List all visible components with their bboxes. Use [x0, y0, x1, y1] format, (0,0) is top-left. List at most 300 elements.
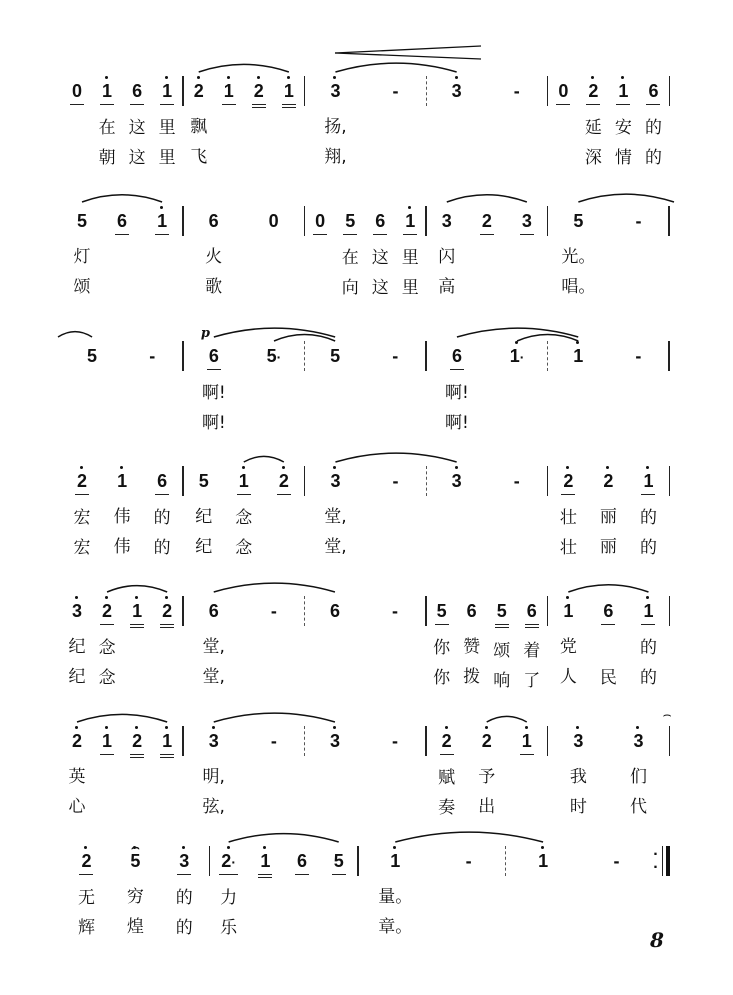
- note: [130, 598, 144, 628]
- dash-hold: [269, 728, 279, 754]
- lyric-verse-2: 翔,: [324, 147, 347, 167]
- note: [200, 326, 221, 370]
- dash-hold: [464, 848, 474, 874]
- octave-dot-high: [263, 846, 266, 849]
- dash-hold: [611, 848, 621, 874]
- note-digit: 6: [208, 601, 219, 621]
- dash-hold: [390, 598, 400, 624]
- octave-dot-high: [105, 726, 108, 729]
- lyric-verse-1: 着: [523, 641, 541, 661]
- note: [130, 78, 144, 105]
- note: [177, 848, 191, 875]
- slur: [214, 713, 335, 722]
- note: [403, 208, 417, 235]
- octave-dot-high: [75, 726, 78, 729]
- note-column: [93, 598, 121, 693]
- system-row: [62, 839, 670, 958]
- lyric-verse-1: 火: [205, 247, 223, 267]
- note: [388, 848, 402, 874]
- note-digit: 1: [157, 211, 168, 231]
- octave-dot-high: [576, 726, 579, 729]
- octave-dot-high: [566, 466, 569, 469]
- slur: [457, 328, 578, 337]
- note: [536, 848, 550, 874]
- score-system: [62, 728, 670, 838]
- lyric-verse-1: 赋: [438, 768, 456, 788]
- lyric-verse-2: 里: [158, 148, 176, 168]
- note-column: [230, 468, 258, 563]
- measure: [62, 468, 182, 578]
- note-column: [549, 78, 577, 173]
- dash-hold: [147, 343, 157, 369]
- note-column: [639, 78, 667, 173]
- note: [641, 468, 655, 495]
- note-column: [63, 728, 91, 822]
- note-column: [288, 848, 316, 943]
- note-digit: 6: [451, 346, 462, 366]
- lyric-verse-1: 壮: [559, 508, 577, 528]
- note-column: [123, 728, 151, 826]
- lyric-verse-2: 纪: [68, 667, 86, 687]
- lyric-verse-1: 啊!: [201, 383, 226, 403]
- augmentation-dot: ·: [276, 349, 282, 365]
- lyric-verse-1: 英: [68, 767, 86, 787]
- note-column: [170, 848, 198, 943]
- lyric-verse-2: 丽: [599, 537, 617, 557]
- note: [631, 728, 645, 754]
- octave-dot-high: [646, 596, 649, 599]
- note-column: [325, 848, 353, 943]
- measure: [427, 78, 547, 188]
- note-digit: 2: [102, 601, 113, 621]
- note-column: [564, 343, 592, 437]
- octave-dot-high: [566, 596, 569, 599]
- note: [100, 78, 114, 105]
- note-digit: 0: [268, 211, 279, 231]
- note: [328, 468, 342, 494]
- dash-hold: [269, 598, 279, 624]
- note: [75, 208, 89, 234]
- lyric-verse-1: 扬,: [324, 117, 347, 137]
- lyric-verse-1: 飘: [190, 117, 208, 137]
- octave-dot-high: [160, 206, 163, 209]
- octave-dot-high: [621, 76, 624, 79]
- lyric-verse-1: 纪: [68, 637, 86, 657]
- barline: [668, 206, 670, 236]
- system-row: [62, 728, 670, 838]
- note: [222, 78, 236, 105]
- octave-dot-high: [636, 726, 639, 729]
- note: [561, 598, 575, 624]
- dash-hold: [390, 728, 400, 754]
- note-digit: 1: [643, 471, 654, 491]
- note: [601, 468, 615, 494]
- note-digit: 5: [345, 211, 356, 231]
- note: [641, 598, 655, 625]
- lyric-verse-2: 奏: [438, 798, 456, 818]
- measure: [548, 78, 668, 188]
- note-digit: 3: [573, 731, 584, 751]
- note-digit: 2: [72, 731, 83, 751]
- lyric-verse-1: 安: [614, 118, 632, 138]
- note-column: [215, 78, 243, 173]
- measure: [305, 728, 425, 838]
- note: [328, 78, 342, 104]
- note-digit: 6: [208, 211, 219, 231]
- note-digit: 1: [509, 346, 520, 366]
- note: [571, 728, 585, 754]
- lyric-verse-2: 堂,: [202, 667, 225, 687]
- score-system: [62, 839, 670, 958]
- note: [556, 78, 570, 105]
- note: [70, 598, 84, 624]
- crescendo-hairpin: [333, 44, 483, 62]
- note-digit: -: [513, 471, 520, 491]
- octave-dot-high: [105, 596, 108, 599]
- note-column: [68, 468, 96, 563]
- note-digit: 3: [72, 601, 83, 621]
- note-column: [433, 728, 461, 823]
- slur: [214, 583, 335, 592]
- note-column: [381, 598, 409, 692]
- note-digit: 1: [538, 851, 549, 871]
- note-column: [428, 598, 456, 693]
- note: [343, 208, 357, 235]
- note: [525, 598, 539, 628]
- measure: [184, 598, 304, 708]
- note-column: [564, 728, 592, 822]
- lyric-verse-2: 出: [478, 797, 496, 817]
- note-digit: 6: [157, 471, 168, 491]
- note-column: [443, 343, 471, 438]
- lyric-verse-1: 在: [98, 118, 116, 138]
- note-digit: 3: [179, 851, 190, 871]
- octave-dot-high: [197, 76, 200, 79]
- score-system: [62, 468, 670, 578]
- note: [277, 468, 291, 495]
- note-digit: 5: [266, 346, 277, 366]
- note-column: [473, 208, 501, 303]
- note-column: [270, 468, 298, 563]
- note: [571, 343, 585, 369]
- note-digit: 1: [643, 601, 654, 621]
- note-digit: 5: [436, 601, 447, 621]
- dash-hold: [391, 468, 401, 494]
- note-column: [518, 598, 546, 696]
- note-column: [260, 208, 288, 302]
- note-column: [68, 208, 96, 302]
- note: [115, 208, 129, 235]
- note: [295, 848, 309, 875]
- note-column: [200, 326, 228, 438]
- note-column: [72, 848, 100, 943]
- octave-dot-high: [455, 76, 458, 79]
- lyric-verse-1: 里: [158, 118, 176, 138]
- note-digit: 1: [162, 731, 173, 751]
- octave-dot-high: [135, 596, 138, 599]
- note: [197, 468, 211, 494]
- dash-hold: [391, 78, 401, 104]
- note-column: [153, 598, 181, 696]
- note-column: [624, 728, 652, 822]
- note: [495, 598, 509, 628]
- note-digit: 1: [102, 81, 113, 101]
- lyric-verse-1: 宏: [73, 508, 91, 528]
- barline: [669, 596, 671, 626]
- lyric-verse-2: 向: [341, 278, 359, 298]
- note-digit: -: [635, 211, 642, 231]
- slur: [335, 63, 456, 72]
- note-column: [433, 208, 461, 302]
- octave-dot-high: [84, 846, 87, 849]
- note: [440, 728, 454, 755]
- measure: [210, 848, 357, 958]
- measure: [62, 598, 182, 708]
- lyric-verse-2: 高: [438, 277, 456, 297]
- measure: [548, 343, 668, 453]
- note-column: [554, 468, 582, 563]
- note-digit: 1: [573, 346, 584, 366]
- note-digit: 6: [603, 601, 614, 621]
- note: [115, 468, 129, 494]
- note: [586, 78, 600, 105]
- note: [70, 78, 84, 105]
- note: [130, 728, 144, 758]
- note: [75, 468, 89, 495]
- note-column: [579, 78, 607, 173]
- note-digit: 6: [526, 601, 537, 621]
- lyric-verse-2: 弦,: [202, 797, 225, 817]
- measure: [427, 728, 547, 838]
- note-digit: 1: [223, 81, 234, 101]
- measure: [184, 326, 304, 453]
- lyric-verse-2: 人: [559, 667, 577, 687]
- note-column: [503, 78, 531, 172]
- lyric-verse-2: 纪: [195, 537, 213, 557]
- note-column: [473, 728, 501, 822]
- note: [219, 848, 238, 875]
- note-column: [121, 839, 149, 942]
- lyric-verse-2: 念: [235, 538, 253, 558]
- octave-dot-high: [80, 466, 83, 469]
- lyric-verse-2: 朝: [98, 148, 116, 168]
- note: [155, 468, 169, 495]
- octave-dot-high: [515, 341, 518, 344]
- lyric-verse-1: 我: [569, 767, 587, 787]
- note-digit: 0: [558, 81, 569, 101]
- lyric-verse-2: 心: [68, 797, 86, 817]
- lyric-verse-1: 这: [128, 118, 146, 138]
- measure: [359, 848, 506, 958]
- measure: [62, 839, 209, 958]
- octave-dot-high: [105, 76, 108, 79]
- note-digit: 2: [221, 851, 232, 871]
- note-column: [561, 208, 596, 302]
- octave-dot-high: [576, 341, 579, 344]
- note-digit: 6: [648, 81, 659, 101]
- note-column: [153, 728, 181, 826]
- note-digit: 6: [208, 346, 219, 366]
- note-column: [513, 208, 541, 303]
- lyric-verse-1: 赞: [463, 637, 481, 657]
- note-column: [260, 598, 288, 692]
- octave-dot-high: [455, 466, 458, 469]
- lyric-verse-1: 念: [98, 638, 116, 658]
- lyric-verse-2: 时: [569, 797, 587, 817]
- octave-dot-high: [408, 206, 411, 209]
- octave-dot-high: [393, 846, 396, 849]
- note-digit: 6: [375, 211, 386, 231]
- lyric-verse-2: 飞: [190, 147, 208, 167]
- note-digit: 2: [193, 81, 204, 101]
- dash-hold: [512, 78, 522, 104]
- note: [435, 598, 449, 625]
- slur: [214, 328, 335, 337]
- lyric-verse-1: 明,: [202, 767, 225, 787]
- lyric-verse-2: 伟: [113, 537, 131, 557]
- lyric-verse-1: 堂,: [202, 637, 225, 657]
- lyric-verse-2: 的: [639, 668, 657, 688]
- measure: [184, 78, 304, 188]
- note: [267, 208, 281, 234]
- lyric-verse-1: 啊!: [445, 383, 469, 403]
- lyric-verse-2: 的: [639, 538, 657, 558]
- lyric-verse-1: 灯: [73, 247, 91, 267]
- note-digit: 5: [330, 346, 341, 366]
- lyric-verse-2: 啊!: [201, 413, 226, 433]
- note: [328, 598, 342, 624]
- note: [313, 208, 327, 235]
- note: [601, 598, 615, 625]
- note-digit: -: [392, 346, 399, 366]
- note-digit: 2: [253, 81, 264, 101]
- measure: [548, 728, 668, 838]
- lyric-verse-1: 延: [584, 118, 602, 138]
- note: [450, 468, 464, 494]
- measure: [305, 78, 425, 188]
- note-digit: -: [392, 601, 399, 621]
- note-digit: 1: [260, 851, 271, 871]
- note: [160, 598, 174, 628]
- slur: [199, 64, 289, 72]
- octave-dot-high: [525, 726, 528, 729]
- note: [328, 728, 342, 754]
- note: [100, 728, 114, 755]
- note-digit: 3: [451, 471, 462, 491]
- measure: [305, 208, 425, 318]
- lyric-verse-1: 颂: [493, 641, 511, 661]
- note-column: [634, 598, 662, 693]
- note: [508, 343, 527, 369]
- note: [571, 208, 585, 234]
- measure: [427, 468, 547, 578]
- note: [561, 468, 575, 495]
- lyric-verse-1: 在: [341, 248, 359, 268]
- dash-hold: [633, 343, 643, 369]
- note-column: [200, 208, 228, 302]
- slur: [487, 716, 527, 722]
- note-column: [108, 468, 136, 562]
- note: [450, 343, 464, 370]
- octave-dot-high: [646, 466, 649, 469]
- note-column: [366, 208, 394, 303]
- note-digit: 3: [208, 731, 219, 751]
- note-digit: 2: [132, 731, 143, 751]
- note-column: [381, 728, 409, 822]
- note-column: [634, 468, 662, 563]
- note-column: [63, 598, 91, 692]
- lyric-verse-1: 予: [478, 767, 496, 787]
- note-digit: 3: [451, 81, 462, 101]
- note-column: [321, 78, 349, 172]
- measure: [427, 343, 547, 453]
- octave-dot-high: [242, 466, 245, 469]
- lyric-verse-2: 壮: [559, 538, 577, 558]
- note-column: [251, 848, 279, 946]
- note-column: [381, 343, 409, 437]
- measure: [62, 208, 182, 318]
- note-digit: 6: [117, 211, 128, 231]
- note-digit: 3: [521, 211, 532, 231]
- measure: [184, 468, 304, 578]
- lyric-verse-1: 的: [639, 508, 657, 528]
- note-column: [123, 598, 151, 696]
- note-digit: 1: [521, 731, 532, 751]
- note-digit: 5: [77, 211, 88, 231]
- slur: [244, 456, 284, 462]
- lyric-verse-1: 的: [175, 888, 193, 908]
- note: [520, 208, 534, 235]
- octave-dot-high: [257, 76, 260, 79]
- note-digit: 5: [130, 851, 141, 871]
- note-digit: -: [392, 471, 399, 491]
- lyric-verse-2: 歌: [205, 277, 223, 297]
- note-column: [123, 78, 151, 173]
- lyric-verse-2: 堂,: [324, 537, 347, 557]
- augmentation-dot: ·: [519, 349, 525, 365]
- note-column: [93, 78, 121, 173]
- lyric-verse-1: 这: [371, 248, 389, 268]
- note-digit: 6: [132, 81, 143, 101]
- note-column: [63, 78, 91, 173]
- lyric-verse-2: 这: [371, 278, 389, 298]
- note: [85, 343, 99, 369]
- octave-dot-high: [282, 466, 285, 469]
- lyric-verse-2: 的: [175, 918, 193, 938]
- octave-dot-high: [212, 726, 215, 729]
- note-column: [260, 728, 288, 822]
- note-column: [594, 598, 622, 693]
- note-digit: 6: [329, 601, 340, 621]
- note-column: [190, 468, 218, 562]
- measure: [427, 598, 547, 708]
- octave-dot-high: [287, 76, 290, 79]
- lyric-verse-2: 啊!: [445, 413, 469, 433]
- lyric-verse-1: 纪: [195, 507, 213, 527]
- note-digit: 1: [618, 81, 629, 101]
- lyric-verse-2: 的: [153, 538, 171, 558]
- note: [207, 598, 221, 624]
- lyric-verse-1: 丽: [599, 507, 617, 527]
- note-digit: -: [392, 81, 399, 101]
- octave-dot-high: [333, 466, 336, 469]
- slur: [447, 195, 527, 202]
- slur: [568, 585, 648, 592]
- note: [100, 598, 114, 625]
- note: [480, 208, 494, 235]
- note-digit: 3: [633, 731, 644, 751]
- lyric-verse-2: 乐: [220, 918, 238, 938]
